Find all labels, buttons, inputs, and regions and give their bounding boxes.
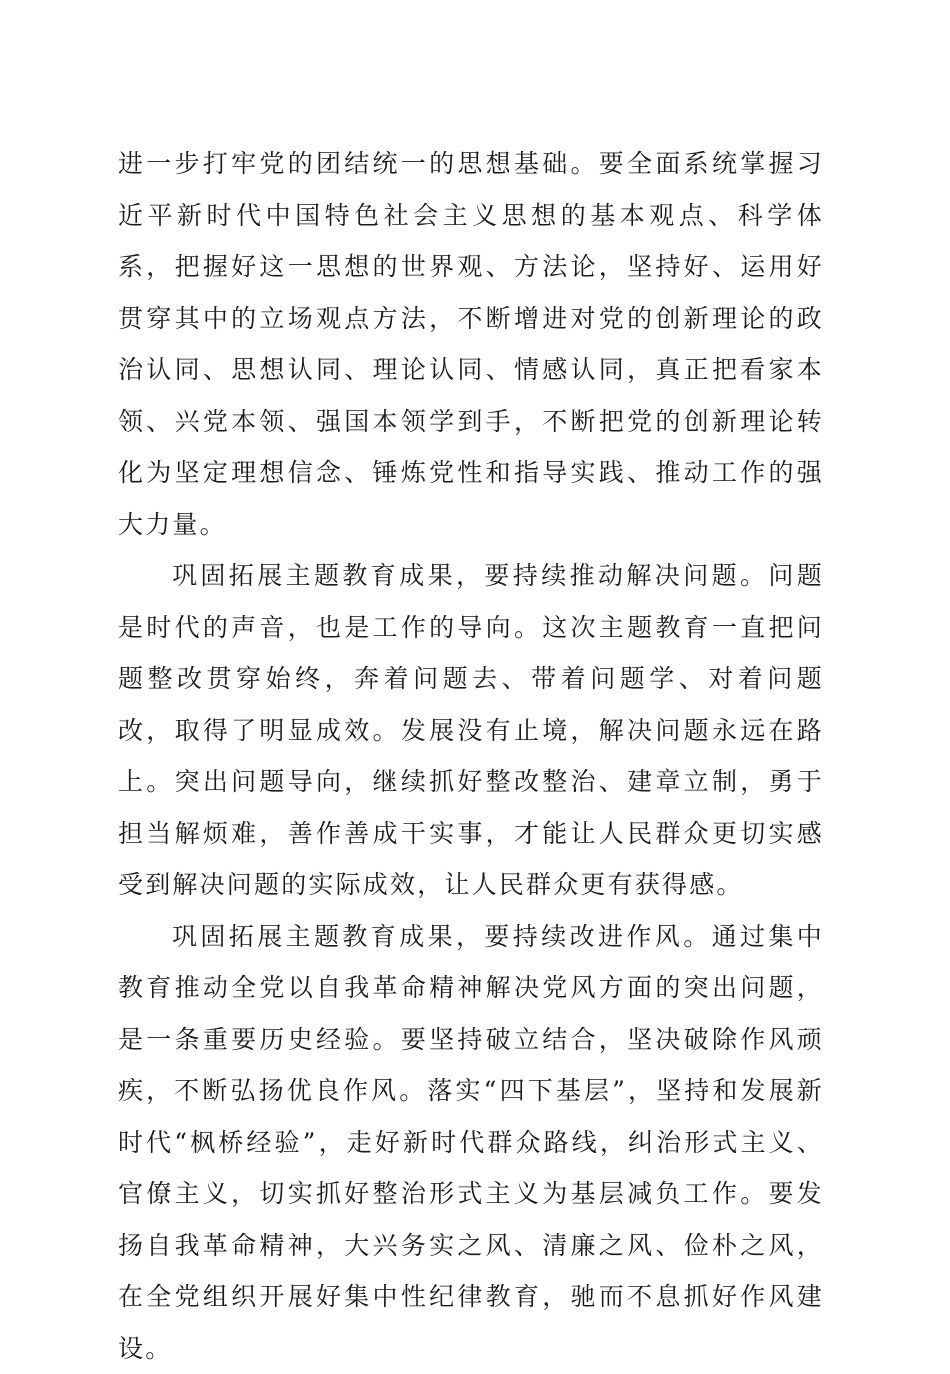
paragraph-problem-solving: 巩固拓展主题教育成果，要持续推动解决问题。问题是时代的声音，也是工作的导向。这次主题教育一直把问题整改贯穿始终，奔着问题去、带着问题学、对着问题改，取得了明显成效。发展没有止境，解决问题永远在路上。突出问题导向，继续抓好整改整治、建章立制，勇于担当解烦难，善作善成干实事，才能让人民群众更切实感受到解决问题的实际成效，让人民群众更有获得感。 — [118, 550, 824, 911]
paragraph-work-style: 巩固拓展主题教育成果，要持续改进作风。通过集中教育推动全党以自我革命精神解决党风方面的突出问题，是一条重要历史经验。要坚持破立结合，坚决破除作风顽疾，不断弘扬优良作风。落实“四下基层”，坚持和发展新时代“枫桥经验”，走好新时代群众路线，纠治形式主义、官僚主义，切实抓好整治形式主义为基层减负工作。要发扬自我革命精神，大兴务实之风、清廉之风、俭朴之风，在全党组织开展好集中性纪律教育，驰而不息抓好作风建设。 — [118, 911, 824, 1374]
document-body — [118, 138, 824, 1374]
paragraph-continuation: 进一步打牢党的团结统一的思想基础。要全面系统掌握习近平新时代中国特色社会主义思想的基本观点、科学体系，把握好这一思想的世界观、方法论，坚持好、运用好贯穿其中的立场观点方法，不断增进对党的创新理论的政治认同、思想认同、理论认同、情感认同，真正把看家本领、兴党本领、强国本领学到手，不断把党的创新理论转化为坚定理想信念、锤炼党性和指导实践、推动工作的强大力量。 — [118, 138, 824, 550]
